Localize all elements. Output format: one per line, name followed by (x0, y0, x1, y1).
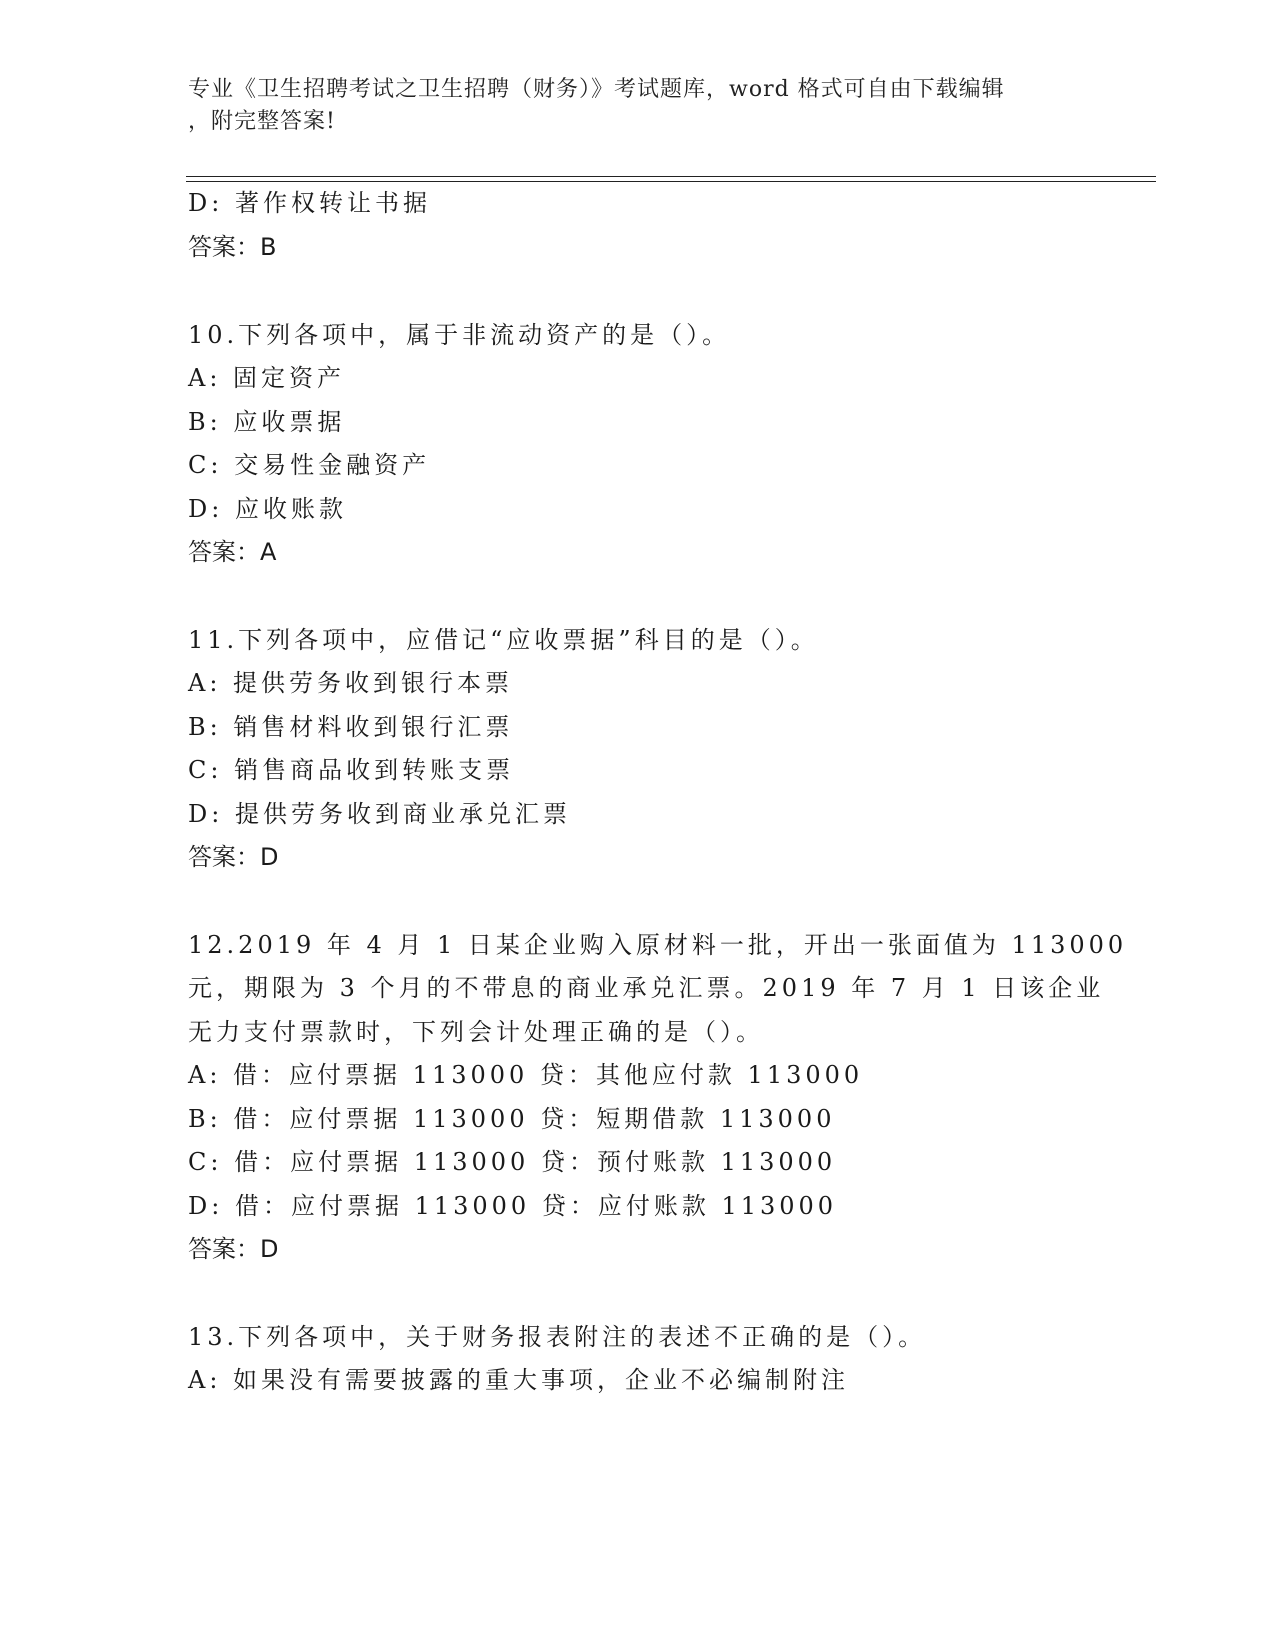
question-11-option-b: B: 销售材料收到银行汇票 (188, 713, 514, 741)
question-12-stem-line-3: 无力支付票款时，下列会计处理正确的是（）。 (188, 1018, 764, 1046)
question-10-option-a: A: 固定资产 (188, 364, 346, 392)
question-10-option-d: D: 应收账款 (188, 495, 347, 523)
question-10-answer: 答案：A (188, 538, 277, 566)
question-11-answer: 答案：D (188, 843, 279, 871)
question-12-stem-line-2: 元，期限为 3 个月的不带息的商业承兑汇票。2019 年 7 月 1 日该企业 (188, 974, 1105, 1002)
question-10-stem: 10.下列各项中，属于非流动资产的是（）。 (188, 321, 731, 349)
prev-option-d: D: 著作权转让书据 (188, 189, 431, 217)
question-12-option-c: C: 借：应付票据 113000 贷：预付账款 113000 (188, 1148, 837, 1176)
header-line-1: 专业《卫生招聘考试之卫生招聘（财务）》考试题库，word 格式可自由下载编辑 (188, 77, 1005, 102)
question-12-answer: 答案：D (188, 1235, 279, 1263)
header-divider-top (186, 176, 1156, 177)
question-11-option-c: C: 销售商品收到转账支票 (188, 756, 515, 784)
question-12-option-a: A: 借：应付票据 113000 贷：其他应付款 113000 (188, 1061, 864, 1089)
question-10-option-b: B: 应收票据 (188, 408, 346, 436)
header-divider-bottom (186, 181, 1156, 182)
header-line-2: ，附完整答案! (188, 109, 336, 134)
question-12-option-d: D: 借：应付票据 113000 贷：应付账款 113000 (188, 1192, 838, 1220)
document-header (188, 74, 1068, 138)
question-11-option-a: A: 提供劳务收到银行本票 (188, 669, 514, 697)
question-13-option-a: A: 如果没有需要披露的重大事项，企业不必编制附注 (188, 1366, 850, 1394)
question-11-option-d: D: 提供劳务收到商业承兑汇票 (188, 800, 571, 828)
prev-answer: 答案：B (188, 233, 277, 261)
question-12-stem-line-1: 12.2019 年 4 月 1 日某企业购入原材料一批，开出一张面值为 113000 (188, 931, 1128, 959)
question-13-stem: 13.下列各项中，关于财务报表附注的表述不正确的是（）。 (188, 1323, 927, 1351)
question-12-option-b: B: 借：应付票据 113000 贷：短期借款 113000 (188, 1105, 836, 1133)
question-10-option-c: C: 交易性金融资产 (188, 451, 431, 479)
question-11-stem: 11.下列各项中，应借记“应收票据”科目的是（）。 (188, 626, 819, 654)
